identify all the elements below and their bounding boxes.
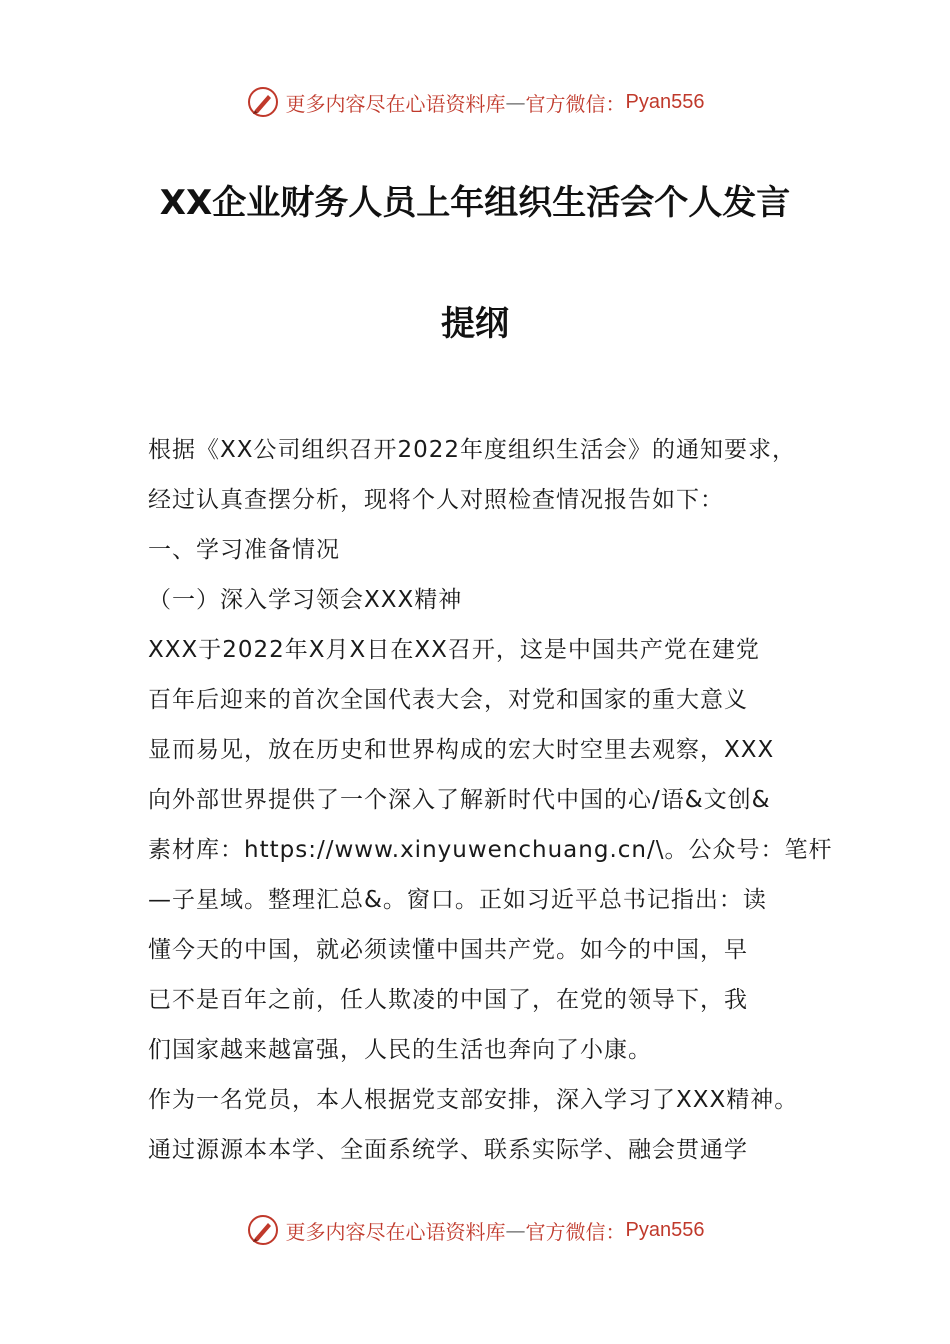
banner-official-label: 官方微信： (525, 1219, 626, 1244)
pen-logo-icon (246, 85, 280, 119)
banner-official-label: 官方微信： (525, 91, 626, 116)
body-line: XXX于2022年X月X日在XX召开，这是中国共产党在建党 (148, 637, 760, 663)
body-line: 已不是百年之前，任人欺凌的中国了，在党的领导下，我 (148, 987, 748, 1013)
banner-wechat-id: Pyan556 (625, 1218, 705, 1241)
body-line: 经过认真查摆分析，现将个人对照检查情况报告如下： (148, 487, 724, 513)
banner-site-text: 更多内容尽在心语资料库 (285, 91, 506, 116)
body-line: 显而易见，放在历史和世界构成的宏大时空里去观察，XXX (148, 737, 775, 763)
document-body (148, 425, 833, 1175)
banner-dash: — (505, 90, 526, 114)
body-line: 根据《XX公司组织召开2022年度组织生活会》的通知要求， (148, 437, 797, 463)
header-banner (0, 82, 950, 122)
document-title-line1: XX企业财务人员上年组织生活会个人发言 (159, 183, 791, 223)
pen-logo-icon (246, 1213, 280, 1247)
section-heading: 一、学习准备情况 (148, 537, 340, 563)
body-line: 素材库：https://www.xinyuwenchuang.cn/\。公众号：笔杆 (148, 837, 833, 863)
banner-wechat-id: Pyan556 (625, 90, 705, 113)
banner-site-text: 更多内容尽在心语资料库 (285, 1219, 506, 1244)
body-line: 作为一名党员，本人根据党支部安排，深入学习了XXX精神。 (148, 1087, 799, 1113)
footer-banner (0, 1210, 950, 1250)
subsection-heading: （一）深入学习领会XXX精神 (148, 587, 463, 613)
body-line: 向外部世界提供了一个深入了解新时代中国的心/语&文创& (148, 787, 771, 813)
body-line: 通过源源本本学、全面系统学、联系实际学、融会贯通学 (148, 1137, 748, 1163)
body-line: 百年后迎来的首次全国代表大会，对党和国家的重大意义 (148, 687, 748, 713)
document-title-line2: 提纲 (441, 304, 509, 344)
body-line: 们国家越来越富强，人民的生活也奔向了小康。 (148, 1037, 652, 1063)
banner-dash: — (505, 1218, 526, 1242)
body-line: —子星域。整理汇总&。窗口。正如习近平总书记指出：读 (148, 887, 767, 913)
body-line: 懂今天的中国，就必须读懂中国共产党。如今的中国，早 (148, 937, 748, 963)
